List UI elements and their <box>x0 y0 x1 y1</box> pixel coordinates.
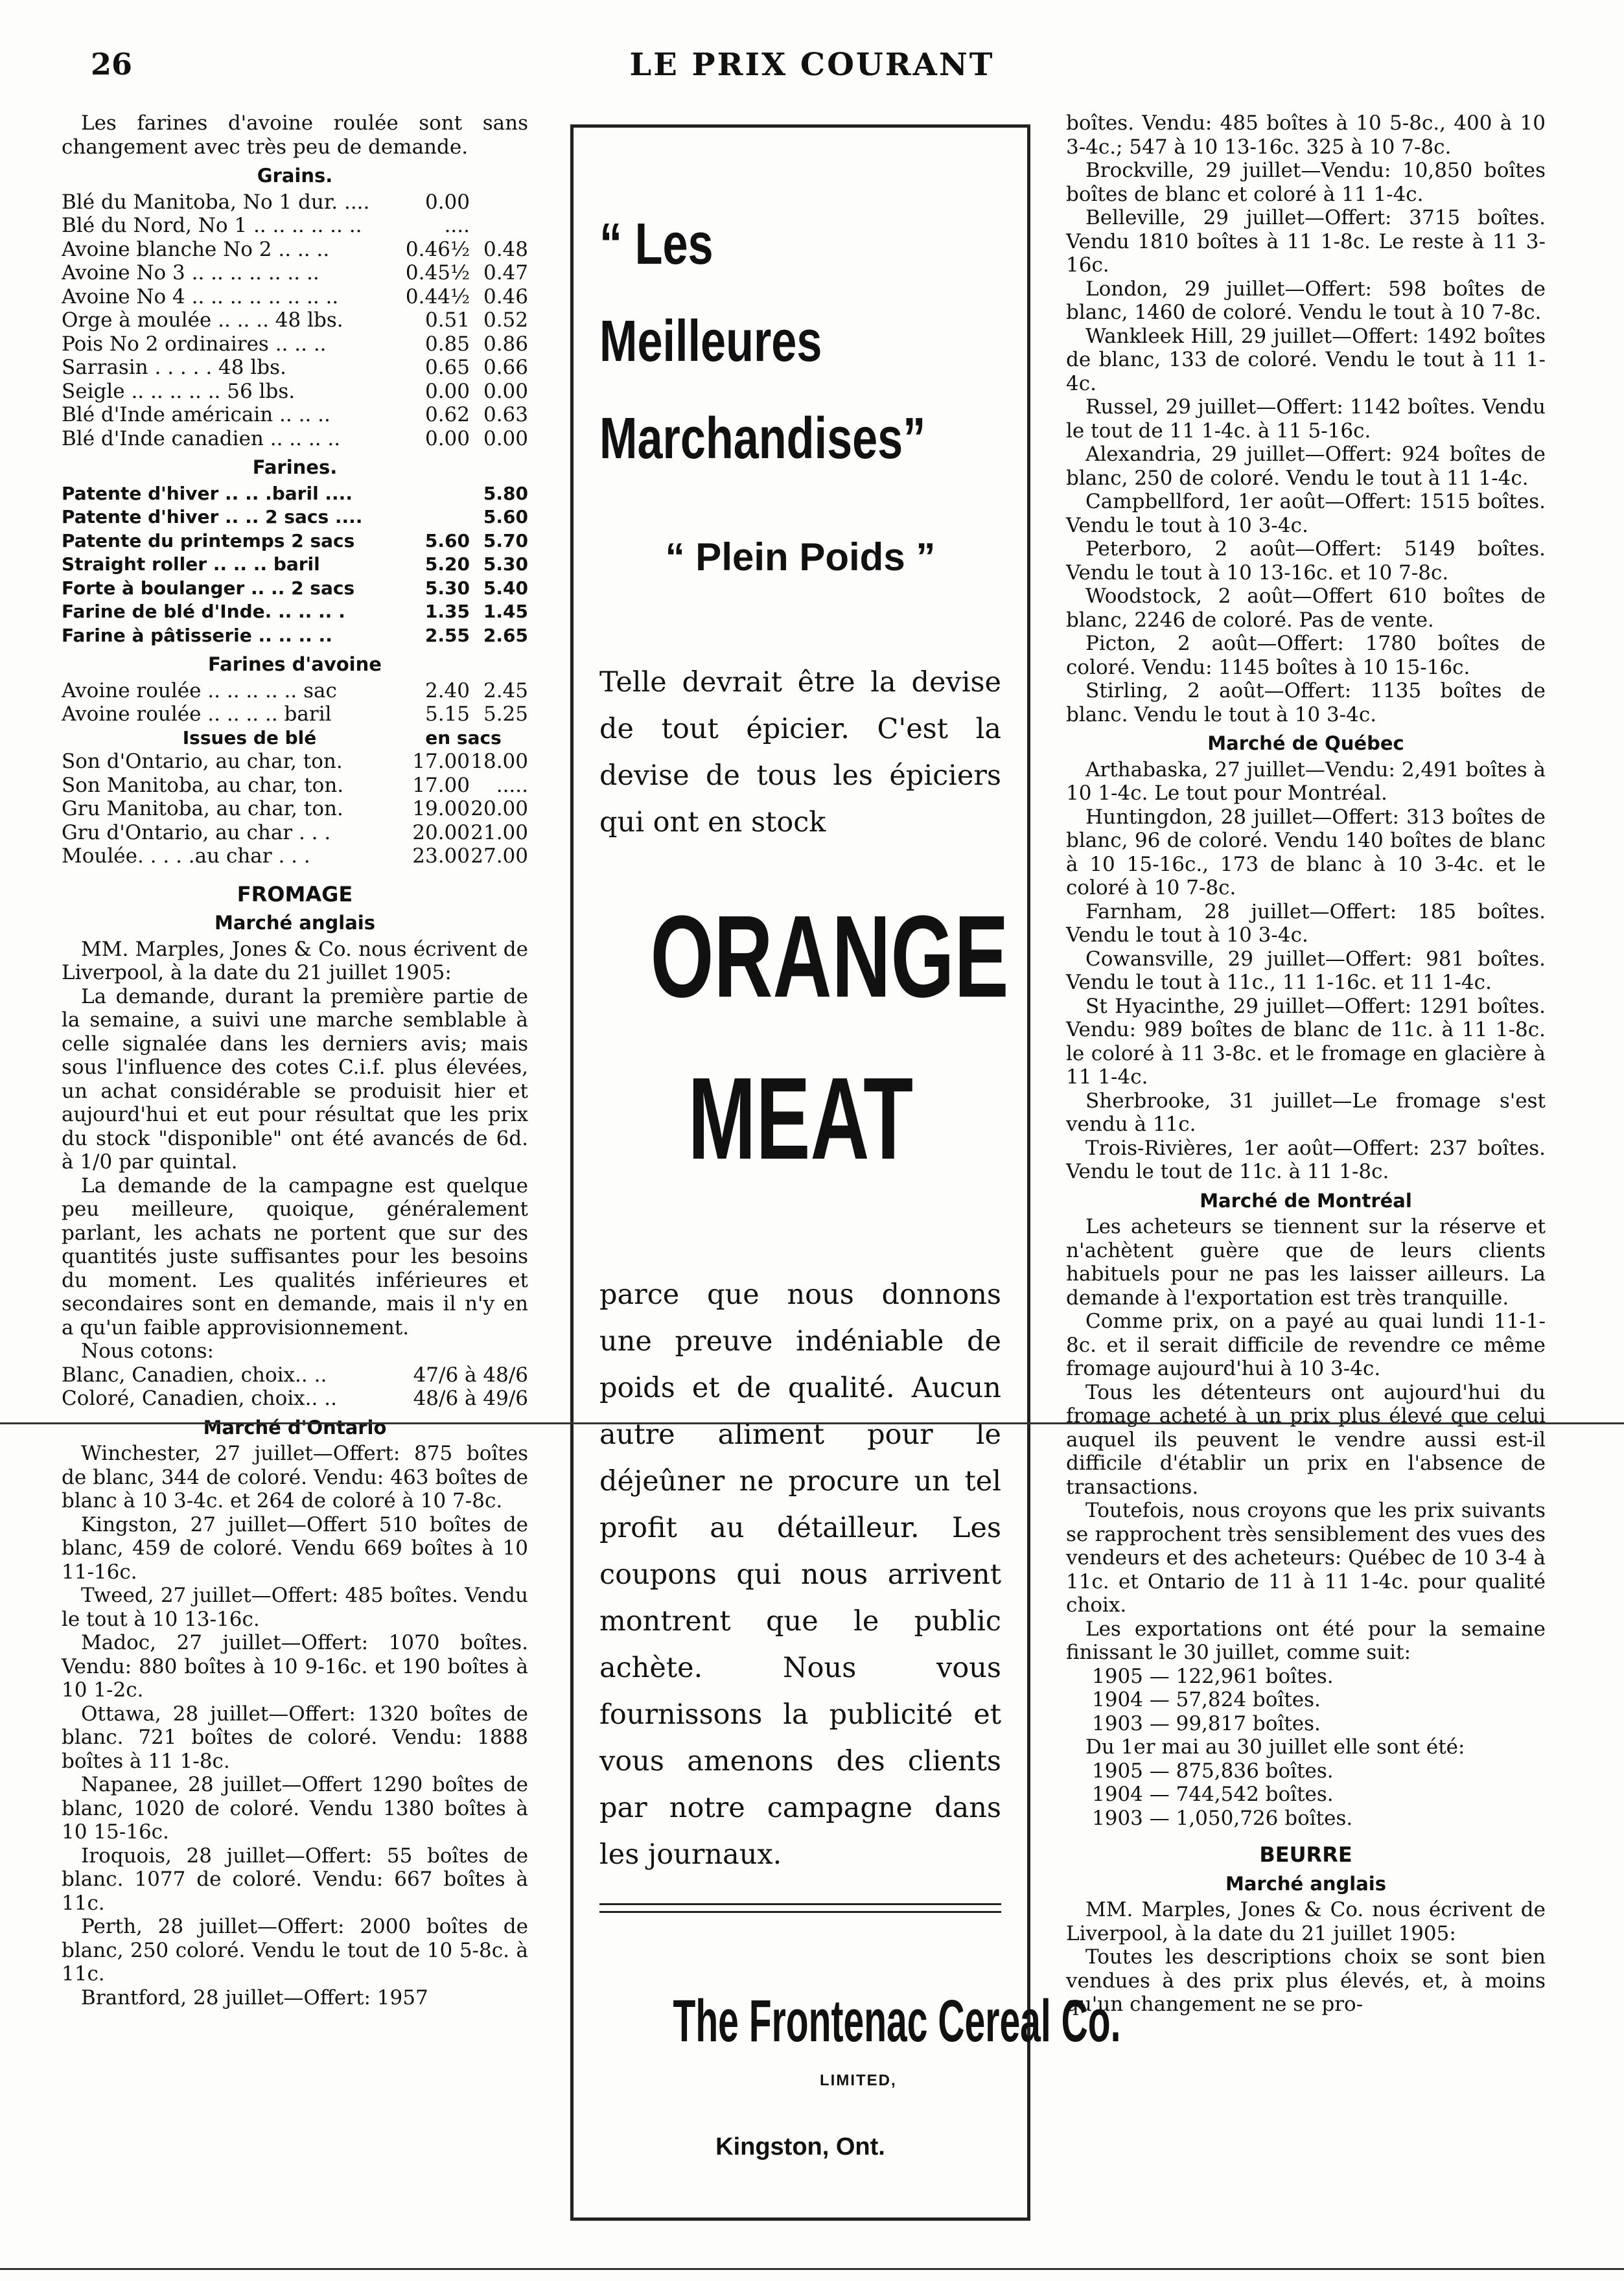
price-row <box>62 679 528 703</box>
grains-heading: Grains. <box>257 165 333 187</box>
price-label: Farine à pâtisserie .. .. .. .. <box>62 624 332 646</box>
paragraph: Arthabaska, 27 juillet—Vendu: 2,491 boîtes à 10 1-4c. Le tout pour Montréal. <box>1066 758 1546 805</box>
paragraph: Sherbrooke, 31 juillet—Le fromage s'est vendu à 11c. <box>1066 1089 1546 1136</box>
price-value-high <box>470 214 528 238</box>
price-row <box>62 214 528 238</box>
price-value-low: 5.20 <box>424 553 470 575</box>
price-row <box>62 482 528 506</box>
price-value-high: 1.45 <box>483 601 528 622</box>
price-label: Blé d'Inde canadien .. .. .. .. <box>62 426 341 450</box>
price-label: Blé d'Inde américain .. .. .. <box>62 403 331 426</box>
paragraph: 1905 — 122,961 boîtes. <box>1092 1664 1334 1688</box>
price-row <box>62 261 528 285</box>
paragraph: MM. Marples, Jones & Co. nous écrivent de Liverpool, à la date du 21 juillet 1905: <box>1066 1898 1546 1945</box>
price-label: Straight roller .. .. .. baril <box>62 553 320 575</box>
paragraph: Iroquois, 28 juillet—Offert: 55 boîtes de blanc. 1077 de coloré. Vendu: 667 boîtes à 11c. <box>62 1844 528 1915</box>
price-value-low: 5.30 <box>424 577 470 599</box>
paragraph: Tweed, 27 juillet—Offert: 485 boîtes. Vendu le tout à 10 13-16c. <box>62 1584 528 1631</box>
ad-slogan-line: “ Les <box>599 212 713 277</box>
ad-brand-line1 <box>574 886 1027 1028</box>
price-value-high: ..... <box>496 773 528 797</box>
price-label: Forte à boulanger .. .. 2 sacs <box>62 577 355 599</box>
price-value-high: 5.40 <box>483 577 528 599</box>
advertisement <box>570 124 1121 2221</box>
paragraph: Wankleek Hill, 29 juillet—Offert: 1492 boîtes de blanc, 133 de coloré. Vendu le tout à 11 1-4c. <box>1066 324 1546 395</box>
paragraph: La demande, durant la première partie de la semaine, a suivi une marche semblable à celle signalée dans les derniers avis; mais sous l'influence des cotes C.i.f. plus élevées, un achat considérable se produisit hier et aujourd'hui et eut pour résultat que les prix du stock "disponible" ont été avancés de 6d. à 1/0 par quintal. <box>62 984 528 1174</box>
price-value-low: 2.55 <box>424 624 470 646</box>
price-label: Avoine roulée .. .. .. .. baril <box>62 702 332 726</box>
ontario-continued <box>1066 111 1546 726</box>
price-label: Blé du Manitoba, No 1 dur. .... <box>62 190 370 214</box>
ad-brand-text: ORANGE <box>650 892 1009 1022</box>
ad-brand-line2 <box>574 1048 1027 1190</box>
intro-paragraph: Les farines d'avoine roulée sont sans changement avec très peu de demande. <box>62 111 528 159</box>
price-value-high: 0.52 <box>483 308 528 332</box>
price-value-high: 2.65 <box>483 624 528 646</box>
price-row <box>62 774 528 798</box>
paragraph: Les exportations ont été pour la semaine finissant le 30 juillet, comme suit: <box>1066 1617 1546 1664</box>
ad-company: The Frontenac Cereal Co. <box>673 1988 1121 2054</box>
price-label: Blé du Nord, No 1 .. .. .. .. .. .. <box>62 214 362 237</box>
ad-rule <box>599 1911 1001 1913</box>
price-label: Patente d'hiver .. .. .baril .... <box>62 482 353 504</box>
price-label: Pois No 2 ordinaires .. .. .. <box>62 332 327 356</box>
price-value-high: 20.00 <box>470 797 528 820</box>
price-value-high: 0.47 <box>483 261 528 284</box>
price-value-low: 20.00 <box>412 820 470 844</box>
paragraph: Toutes les descriptions choix se sont bien vendues à des prix plus élevés, et, à moins qu'un changement ne se pro- <box>1066 1945 1546 2016</box>
price-value-low: 0.44½ <box>405 284 470 308</box>
price-row <box>62 844 528 868</box>
price-value-high: 0.00 <box>483 426 528 450</box>
price-value-low: 0.45½ <box>405 261 470 284</box>
paragraph: Peterboro, 2 août—Offert: 5149 boîtes. Vendu le tout à 10 13-16c. et 10 7-8c. <box>1066 537 1546 585</box>
paragraph: Cowansville, 29 juillet—Offert: 981 boîtes. Vendu le tout à 11c., 11 1-16c. et 11 1-4c. <box>1066 947 1546 994</box>
paragraph: St Hyacinthe, 29 juillet—Offert: 1291 boîtes. Vendu: 989 boîtes de blanc de 11c. à 11 1-8c. le coloré à 11 3-8c. et le fromage en glacière à 11 1-4c. <box>1066 994 1546 1089</box>
price-value-low: 0.51 <box>424 308 470 332</box>
price-value-low: 0.00 <box>424 379 470 403</box>
price-label: Gru d'Ontario, au char . . . <box>62 820 331 844</box>
montreal-paragraphs <box>1066 1215 1546 1665</box>
ad-rule <box>599 1903 1001 1905</box>
paragraph: La demande de la campagne est quelque peu meilleure, quoique, généralement parlant, les achats ne portent que sur des quantités juste suffisantes pour les besoins du moment. Les qualités inférieures et secondaires sont en demande, mais il n'y en a qu'un faible approvisionnement. <box>62 1174 528 1339</box>
price-value-low: 0.62 <box>424 403 470 426</box>
paragraph: boîtes. Vendu: 485 boîtes à 10 5-8c., 400 à 10 3-4c.; 547 à 10 13-16c. 325 à 10 7-8c. <box>1066 111 1546 159</box>
ad-brand-text: MEAT <box>688 1054 913 1184</box>
price-label: Avoine No 4 .. .. .. .. .. .. .. .. <box>62 284 339 308</box>
paragraph: Brantford, 28 juillet—Offert: 1957 <box>81 1986 428 2009</box>
paragraph: Trois-Rivières, 1er août—Offert: 237 boîtes. Vendu le tout de 11c. à 11 1-8c. <box>1066 1136 1546 1183</box>
ad-slogan-line: Marchandises” <box>599 406 926 471</box>
ad-slogan <box>599 205 925 478</box>
price-row <box>62 285 528 309</box>
price-row <box>62 797 528 821</box>
paragraph: London, 29 juillet—Offert: 598 boîtes de blanc, 1460 de coloré. Vendu le tout à 10 7-8c. <box>1066 277 1546 324</box>
price-value-high <box>470 191 528 214</box>
price-label: Patente d'hiver .. .. 2 sacs .... <box>62 506 363 527</box>
paragraph: Farnham, 28 juillet—Offert: 185 boîtes. Vendu le tout à 10 3-4c. <box>1066 899 1546 947</box>
grains-table <box>62 191 528 451</box>
paragraph: Campbellford, 1er août—Offert: 1515 boîtes. Vendu le tout à 10 3-4c. <box>1066 490 1546 537</box>
price-row <box>62 332 528 356</box>
price-row <box>62 600 528 624</box>
price-row <box>62 191 528 214</box>
price-label: Son Manitoba, au char, ton. <box>62 773 344 797</box>
page-number: 26 <box>91 47 133 82</box>
price-value-high: 5.70 <box>483 529 528 551</box>
price-row <box>62 427 528 451</box>
paragraph: Tous les détenteurs ont aujourd'hui du fromage acheté à un prix plus élevé que celui auquel ils peuvent le vendre aussi est-il difficile d'établir un prix en l'absence de transactions. <box>1066 1380 1546 1499</box>
marche-montreal-heading: Marché de Montréal <box>1200 1189 1412 1212</box>
price-value-low: 0.65 <box>424 356 470 379</box>
beurre-heading: BEURRE <box>1259 1842 1352 1867</box>
exports-season-list <box>1066 1759 1546 1831</box>
divider-line <box>0 1422 1624 1424</box>
paragraph: 1903 — 1,050,726 boîtes. <box>1092 1806 1353 1830</box>
ad-slogan-line: Meilleures <box>599 309 822 374</box>
price-row <box>62 238 528 262</box>
price-value-high: 0.66 <box>483 356 528 379</box>
paragraph: Les acheteurs se tiennent sur la réserve et n'achètent guère que de leurs clients habituels pour ne pas les laisser ailleurs. La demande à l'exportation est très tranquille. <box>1066 1215 1546 1310</box>
price-value-low: 5.60 <box>424 529 470 551</box>
cote-value: 47/6 à 48/6 <box>413 1363 528 1387</box>
farines-avoine-heading: Farines d'avoine <box>208 653 382 675</box>
right-column <box>1066 111 1546 2017</box>
price-row <box>62 702 528 726</box>
price-label: Moulée. . . . .au char . . . <box>62 844 310 868</box>
fromage-paragraphs <box>62 938 528 1363</box>
left-column <box>62 111 528 2009</box>
price-value-high: 5.60 <box>483 506 528 527</box>
ad-text-top: Telle devrait être la devise de tout épicier. C'est la devise de tous les épiciers qui ont en stock <box>599 666 1001 839</box>
divider-line <box>0 2268 1624 2270</box>
price-label: Avoine No 3 .. .. .. .. .. .. .. <box>62 261 319 284</box>
price-value-low: 23.00 <box>412 844 470 868</box>
marche-ontario-heading: Marché d'Ontario <box>203 1416 387 1439</box>
cote-label: Coloré, Canadien, choix.. .. <box>62 1387 337 1410</box>
beurre-paragraphs <box>1066 1898 1546 2017</box>
exports-season-intro: Du 1er mai au 30 juillet elle sont été: <box>1085 1735 1465 1759</box>
paragraph: Winchester, 27 juillet—Offert: 875 boîtes de blanc, 344 de coloré. Vendu: 463 boîtes de blanc à 10 3-4c. et 264 de coloré à 10 7-8c. <box>62 1442 528 1512</box>
paragraph: Napanee, 28 juillet—Offert 1290 boîtes de blanc, 1020 de coloré. Vendu 1380 boîtes à 10 15-16c. <box>62 1773 528 1844</box>
ad-limited: LIMITED, <box>820 2072 897 2089</box>
beurre-marche-heading: Marché anglais <box>1225 1872 1386 1895</box>
issues-heading-row <box>62 726 528 750</box>
paragraph: Comme prix, on a payé au quai lundi 11-1-8c. et il serait difficile de revendre ce même fromage aujourd'hui à 10 3-4c. <box>1066 1310 1546 1380</box>
paragraph: Nous cotons: <box>81 1339 214 1363</box>
price-value-high: 0.46 <box>483 284 528 308</box>
cote-label: Blanc, Canadien, choix.. .. <box>62 1363 327 1387</box>
price-value-low: 1.35 <box>424 601 470 622</box>
price-row <box>62 577 528 601</box>
marche-anglais-heading: Marché anglais <box>214 912 375 934</box>
ad-city: Kingston, Ont. <box>715 2133 885 2160</box>
price-row <box>62 356 528 380</box>
paragraph: Huntingdon, 28 juillet—Offert: 313 boîtes de blanc, 96 de coloré. Vendu 140 boîtes de blanc à 10 15-16c., 173 de blanc à 10 3-4c. et le coloré à 10 7-8c. <box>1066 805 1546 899</box>
price-value-high: 27.00 <box>470 844 528 868</box>
cote-row <box>62 1387 528 1411</box>
price-label: Son d'Ontario, au char, ton. <box>62 750 343 773</box>
price-value-low <box>395 482 470 506</box>
price-row <box>62 380 528 404</box>
farines-avoine-table <box>62 679 528 726</box>
farines-heading: Farines. <box>252 456 338 478</box>
paragraph: Picton, 2 août—Offert: 1780 boîtes de coloré. Vendu: 1145 boîtes à 10 15-16c. <box>1066 632 1546 679</box>
issues-subheading: en sacs <box>425 726 502 748</box>
paragraph: 1905 — 875,836 boîtes. <box>1092 1759 1334 1783</box>
price-value-low: 19.00 <box>412 797 470 820</box>
paragraph: Brockville, 29 juillet—Vendu: 10,850 boîtes boîtes de blanc et coloré à 11 1-4c. <box>1066 159 1546 206</box>
price-value-low: 0.85 <box>424 332 470 356</box>
price-value-low: 17.00 <box>412 750 470 773</box>
price-label: Patente du printemps 2 sacs <box>62 529 355 551</box>
paragraph: Alexandria, 29 juillet—Offert: 924 boîtes de blanc, 250 de coloré. Vendu le tout à 11 1-4c. <box>1066 443 1546 490</box>
price-label: Avoine roulée .. .. .. .. .. sac <box>62 678 337 702</box>
price-value-low <box>395 505 470 529</box>
price-value-high: 5.80 <box>483 482 528 504</box>
paragraph: Perth, 28 juillet—Offert: 2000 boîtes de blanc, 250 coloré. Vendu le tout de 10 5-8c. à 11c. <box>62 1915 528 1986</box>
paragraph: Madoc, 27 juillet—Offert: 1070 boîtes. Vendu: 880 boîtes à 10 9-16c. et 190 boîtes à 10 1-2c. <box>62 1631 528 1702</box>
price-row <box>62 529 528 553</box>
price-value-high: 18.00 <box>470 750 528 773</box>
paragraph: 1904 — 744,542 boîtes. <box>1092 1783 1334 1806</box>
issues-table <box>62 750 528 868</box>
price-row <box>62 308 528 332</box>
paragraph: Stirling, 2 août—Offert: 1135 boîtes de blanc. Vendu le tout à 10 3-4c. <box>1066 679 1546 726</box>
paragraph: Woodstock, 2 août—Offert 610 boîtes de blanc, 2246 de coloré. Pas de vente. <box>1066 585 1546 632</box>
price-value-low: 5.15 <box>424 702 470 726</box>
price-value-low: 17.00 <box>412 773 470 797</box>
paragraph: Russel, 29 juillet—Offert: 1142 boîtes. Vendu le tout de 11 1-4c. à 11 5-16c. <box>1066 395 1546 443</box>
ad-plein-poids: “ Plein Poids ” <box>665 535 936 579</box>
price-value-high: 0.00 <box>483 379 528 403</box>
price-value-low: 2.40 <box>424 678 470 702</box>
paragraph: MM. Marples, Jones & Co. nous écrivent de Liverpool, à la date du 21 juillet 1905: <box>62 937 528 984</box>
cote-value: 48/6 à 49/6 <box>413 1387 528 1410</box>
price-row <box>62 403 528 427</box>
paragraph: 1904 — 57,824 boîtes. <box>1092 1688 1321 1711</box>
paragraph: Toutefois, nous croyons que les prix suivants se rapprochent très sensiblement des vues des vendeurs et des acheteurs: Québec de 10 3-4 à 11c. et Ontario de 11 à 11 1-4c. pour qualité choix. <box>1066 1499 1546 1617</box>
price-value-low: .... <box>444 214 470 237</box>
farines-table <box>62 482 528 648</box>
price-value-low: 0.00 <box>424 426 470 450</box>
price-label: Seigle .. .. .. .. .. 56 lbs. <box>62 379 296 403</box>
cotes-table <box>62 1363 528 1411</box>
price-row <box>62 624 528 648</box>
price-value-low: 0.46½ <box>405 237 470 261</box>
paragraph: 1903 — 99,817 boîtes. <box>1092 1711 1321 1735</box>
cote-row <box>62 1363 528 1387</box>
price-label: Gru Manitoba, au char, ton. <box>62 797 343 820</box>
fromage-heading: FROMAGE <box>237 881 353 907</box>
price-value-high: 2.45 <box>483 678 528 702</box>
paragraph: Ottawa, 28 juillet—Offert: 1320 boîtes de blanc. 721 boîtes de coloré. Vendu: 1888 boîtes à 11 1-8c. <box>62 1702 528 1773</box>
issues-heading: Issues de blé <box>182 726 317 748</box>
price-row <box>62 821 528 845</box>
paragraph: Kingston, 27 juillet—Offert 510 boîtes de blanc, 459 de coloré. Vendu 669 boîtes à 10 11-16c. <box>62 1512 528 1584</box>
price-value-high: 0.63 <box>483 403 528 426</box>
marche-quebec-heading: Marché de Québec <box>1207 732 1404 754</box>
ad-text-bottom: parce que nous donnons une preuve indéniable de poids et de qualité. Aucun autre aliment pour le déjeûner ne procure un tel profit au détailleur. Les coupons qui nous arrivent montrent que le public achète. Nous vous fournissons la publicité et vous amenons des clients par notre campagne dans les journaux. <box>599 1279 1001 1871</box>
price-row <box>62 750 528 774</box>
price-label: Avoine blanche No 2 .. .. .. <box>62 237 330 261</box>
price-value-high: 21.00 <box>470 820 528 844</box>
price-row <box>62 505 528 529</box>
price-value-high: 0.48 <box>483 237 528 261</box>
price-value-high: 5.25 <box>483 702 528 726</box>
page-title: LE PRIX COURANT <box>629 47 995 83</box>
price-label: Orge à moulée .. .. .. 48 lbs. <box>62 308 343 332</box>
exports-week-list <box>1066 1665 1546 1736</box>
price-value-high: 0.86 <box>483 332 528 356</box>
price-value-low: 0.00 <box>424 190 470 214</box>
price-row <box>62 553 528 577</box>
quebec-paragraphs <box>1066 758 1546 1184</box>
price-value-high: 5.30 <box>483 553 528 575</box>
paragraph: Belleville, 29 juillet—Offert: 3715 boîtes. Vendu 1810 boîtes à 11 1-8c. Le reste à 11 3-16c. <box>1066 206 1546 277</box>
price-label: Sarrasin . . . . . 48 lbs. <box>62 356 286 379</box>
ontario-paragraphs <box>62 1442 528 2009</box>
price-label: Farine de blé d'Inde. .. .. .. . <box>62 601 345 622</box>
